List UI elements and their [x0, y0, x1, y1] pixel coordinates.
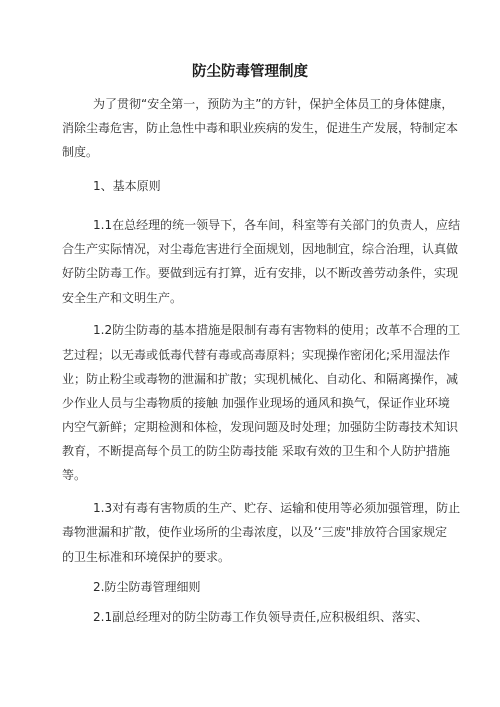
paragraph-1-3-line-2: 毒物泄漏和扩散，使作业场所的尘毒浓度，以及’‘三废"排放符合国家规定	[62, 525, 448, 539]
paragraph-1-2-line-3: 业；防止粉尘或毒物的泄漏和扩散；实现机械化、自动化、和隔离操作，减	[62, 372, 459, 386]
paragraph-1-2-line-6: 教育，不断提高每个员工的防尘防毒技能 采取有效的卫生和个人防护措施	[62, 444, 450, 458]
intro-line-1: 为了贯彻“安全第一，预防为主”的方针，保护全体员工的身体健康，	[93, 97, 454, 111]
intro-line-3: 制度。	[62, 145, 99, 159]
paragraph-1-2-line-4: 少作业人员与尘毒物质的接触 加强作业现场的通风和换气，保证作业环境	[62, 396, 450, 410]
paragraph-1-1-line-4: 安全生产和文明生产。	[62, 291, 183, 305]
paragraph-1-3-line-3: 的卫生标准和环境保护的要求。	[62, 550, 231, 564]
paragraph-1-1-line-2: 合生产实际情况，对尘毒危害进行全面规划，因地制宜，综合治理，认真做	[62, 242, 459, 256]
paragraph-1-2-line-5: 内空气新鲜；定期检测和体检，发现问题及时处理；加强防尘防毒技术知识	[62, 420, 459, 434]
paragraph-1-2-line-2: 艺过程；以无毒或低毒代替有毒或高毒原料；实现操作密闭化;采用湿法作	[62, 348, 451, 362]
paragraph-1-1-line-3: 好防尘防毒工作。要做到远有打算，近有安排，以不断改善劳动条件，实现	[62, 266, 459, 280]
paragraph-1-2-line-7: 等。	[62, 468, 87, 482]
paragraph-2-1-line-1: 2.1副总经理对的防尘防毒工作负领导责任,应积极组织、落实、	[93, 610, 428, 624]
paragraph-1-3-line-1: 1.3对有毒有害物质的生产、贮存、运输和使用等必须加强管理，防止	[93, 501, 461, 515]
paragraph-1-1-line-1: 1.1在总经理的统一领导下，各车间，科室等有关部门的负责人，应结	[93, 218, 461, 232]
document-title: 防尘防毒管理制度	[192, 64, 308, 80]
paragraph-1-2-line-1: 1.2防尘防毒的基本措施是限制有毒有害物料的使用；改革不合理的工	[93, 323, 461, 337]
section-1-heading: 1、基本原则	[93, 179, 161, 193]
intro-line-2: 消除尘毒危害，防止急性中毒和职业疾病的发生，促进生产发展，特制定本	[62, 121, 459, 135]
section-2-heading: 2.防尘防毒管理细则	[93, 580, 201, 594]
